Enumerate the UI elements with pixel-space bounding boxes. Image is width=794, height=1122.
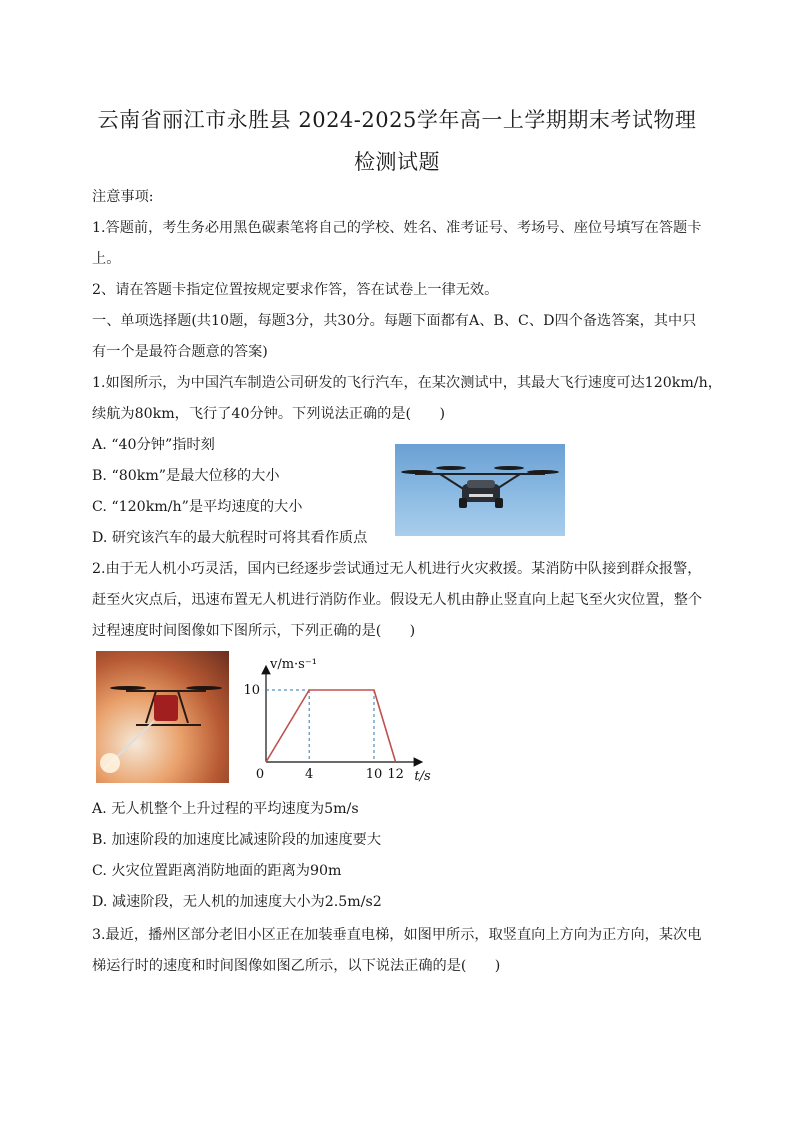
y-axis-label: v/m·s⁻¹ <box>270 657 317 672</box>
x-tick-label: 4 <box>305 767 314 782</box>
x-tick-label: 12 <box>387 767 404 782</box>
q3-stem-a: 3.最近，播州区部分老旧小区正在加装垂直电梯，如图甲所示，取竖直向上方向为正方向，某次电 <box>92 927 702 943</box>
x-tick-label: 0 <box>255 767 265 782</box>
q1-stem-b: 续航为80km，飞行了40分钟。下列说法正确的是( ) <box>92 406 445 422</box>
x-axis-label: t/s <box>414 769 431 784</box>
velocity-time-graph <box>236 648 436 788</box>
section-heading-b: 有一个是最符合题意的答案) <box>92 344 268 360</box>
y-tick-label: 10 <box>243 683 260 698</box>
note-item-1a: 1.答题前，考生务必用黑色碳素笔将自己的学校、姓名、准考证号、考场号、座位号填写在答题卡 <box>92 220 702 236</box>
q1-option-a: A. “40分钟”指时刻 <box>92 437 215 453</box>
velocity-time-graph-svg <box>236 648 436 788</box>
q1-option-c: C. “120km/h”是平均速度的大小 <box>92 499 303 515</box>
exam-title-line1: 云南省丽江市永胜县 2024-2025学年高一上学期期末考试物理 <box>97 108 697 132</box>
note-item-1b: 上。 <box>92 251 121 267</box>
q2-stem-b: 赶至火灾点后，迅速布置无人机进行消防作业。假设无人机由静止竖直向上起飞至火灾位置，整个 <box>92 592 703 608</box>
q1-option-b: B. “80km”是最大位移的大小 <box>92 468 280 484</box>
q2-option-c: C. 火灾位置距离消防地面的距离为90m <box>92 863 342 879</box>
q2-option-d: D. 减速阶段，无人机的加速度大小为2.5m/s2 <box>92 894 382 910</box>
exam-title-line2: 检测试题 <box>354 150 440 174</box>
section-heading-a: 一、单项选择题(共10题，每题3分，共30分。每题下面都有A、B、C、D四个备选答案，其中只 <box>92 313 697 329</box>
q1-stem-a: 1.如图所示，为中国汽车制造公司研发的飞行汽车，在某次测试中，其最大飞行速度可达120km/h， <box>92 375 722 391</box>
q3-stem-b: 梯运行时的速度和时间图像如图乙所示，以下说法正确的是( ) <box>92 958 501 974</box>
q2-option-b: B. 加速阶段的加速度比减速阶段的加速度要大 <box>92 832 382 848</box>
x-tick-label: 10 <box>365 767 383 782</box>
velocity-series-line <box>266 690 396 762</box>
firefighting-drone-photo <box>96 651 229 783</box>
q2-option-a: A. 无人机整个上升过程的平均速度为5m/s <box>92 801 359 817</box>
flying-car-photo <box>395 444 565 536</box>
note-item-2: 2、请在答题卡指定位置按规定要求作答，答在试卷上一律无效。 <box>92 282 499 298</box>
notes-heading: 注意事项: <box>92 189 154 205</box>
q1-option-d: D. 研究该汽车的最大航程时可将其看作质点 <box>92 530 368 546</box>
q2-stem-c: 过程速度时间图像如下图所示，下列正确的是( ) <box>92 623 416 639</box>
q2-stem-a: 2.由于无人机小巧灵活，国内已经逐步尝试通过无人机进行火灾救援。某消防中队接到群众报警， <box>92 561 702 577</box>
